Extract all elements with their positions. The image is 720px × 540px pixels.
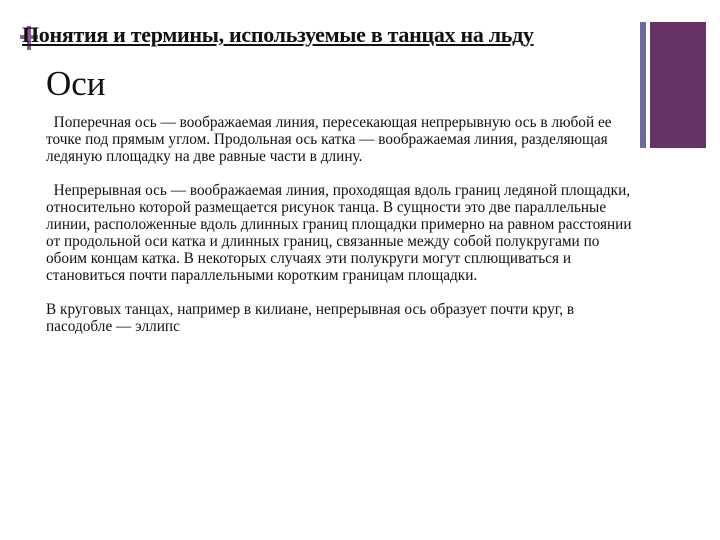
decorative-wide-bar xyxy=(650,22,706,148)
paragraph: Непрерывная ось — воображаемая линия, проходящая вдоль границ ледяной площадки, относительно которой размещается рисунок танца. В сущности это две параллельные линии, расположенные вдоль длинных границ площадки примерно на равном расстоянии от продольной оси катка и длинных границ, связанные между собой полукругами по обоим концам катка. В некоторых случаях эти полукруги могут сплющиваться и становиться почти параллельными коротким границам площадки. xyxy=(46,182,636,284)
body-text xyxy=(46,114,636,352)
slide-title: Понятия и термины, используемые в танцах на льду xyxy=(22,22,534,47)
decorative-thin-bar xyxy=(640,22,646,148)
paragraph: Поперечная ось — воображаемая линия, пересекающая непрерывную ось в любой ее точке под прямым углом. Продольная ось катка — воображаемая линия, разделяющая ледяную площадку на две равные части в длину. xyxy=(46,114,616,165)
paragraph: В круговых танцах, например в килиане, непрерывная ось образует почти круг, в пасодобле — эллипс xyxy=(46,301,575,335)
section-heading: Оси xyxy=(46,64,106,103)
